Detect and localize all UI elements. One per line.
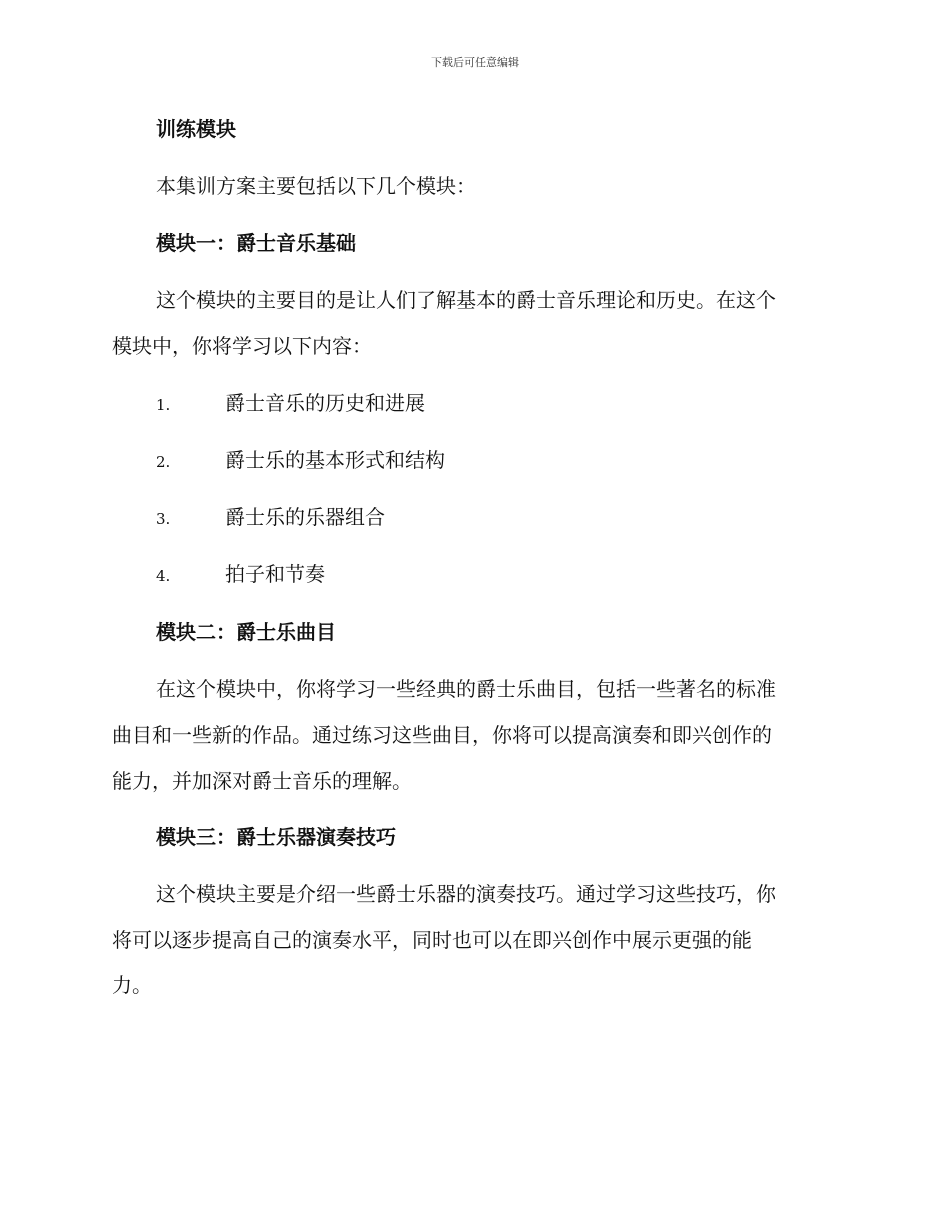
- module2-paragraph-line: 曲目和一些新的作品。通过练习这些曲目，你将可以提高演奏和即兴创作的: [112, 723, 772, 747]
- list-item-text: 爵士乐的乐器组合: [225, 505, 385, 529]
- list-item-number: 4.: [156, 567, 171, 585]
- module2-title: 模块二：爵士乐曲目: [156, 620, 336, 644]
- module1-title: 模块一：爵士音乐基础: [156, 231, 356, 255]
- list-item-number: 2.: [156, 453, 171, 471]
- intro-paragraph: 本集训方案主要包括以下几个模块：: [156, 174, 476, 198]
- page-header-note: 下载后可任意编辑: [431, 56, 519, 69]
- module3-title: 模块三：爵士乐器演奏技巧: [156, 825, 396, 849]
- list-item-text: 爵士乐的基本形式和结构: [225, 448, 445, 472]
- module2-paragraph-line: 在这个模块中，你将学习一些经典的爵士乐曲目，包括一些著名的标准: [156, 677, 776, 701]
- module3-paragraph-line: 力。: [112, 973, 152, 997]
- module2-paragraph-line: 能力，并加深对爵士音乐的理解。: [112, 769, 412, 793]
- list-item-text: 拍子和节奏: [225, 562, 325, 586]
- list-item-number: 3.: [156, 510, 171, 528]
- list-item-text: 爵士音乐的历史和进展: [225, 391, 425, 415]
- module1-paragraph-line: 这个模块的主要目的是让人们了解基本的爵士音乐理论和历史。在这个: [156, 288, 776, 312]
- module1-paragraph-line: 模块中，你将学习以下内容：: [112, 334, 372, 358]
- module3-paragraph-line: 将可以逐步提高自己的演奏水平，同时也可以在即兴创作中展示更强的能: [112, 928, 752, 952]
- section-title: 训练模块: [156, 117, 236, 141]
- module3-paragraph-line: 这个模块主要是介绍一些爵士乐器的演奏技巧。通过学习这些技巧，你: [156, 882, 776, 906]
- list-item-number: 1.: [156, 396, 171, 414]
